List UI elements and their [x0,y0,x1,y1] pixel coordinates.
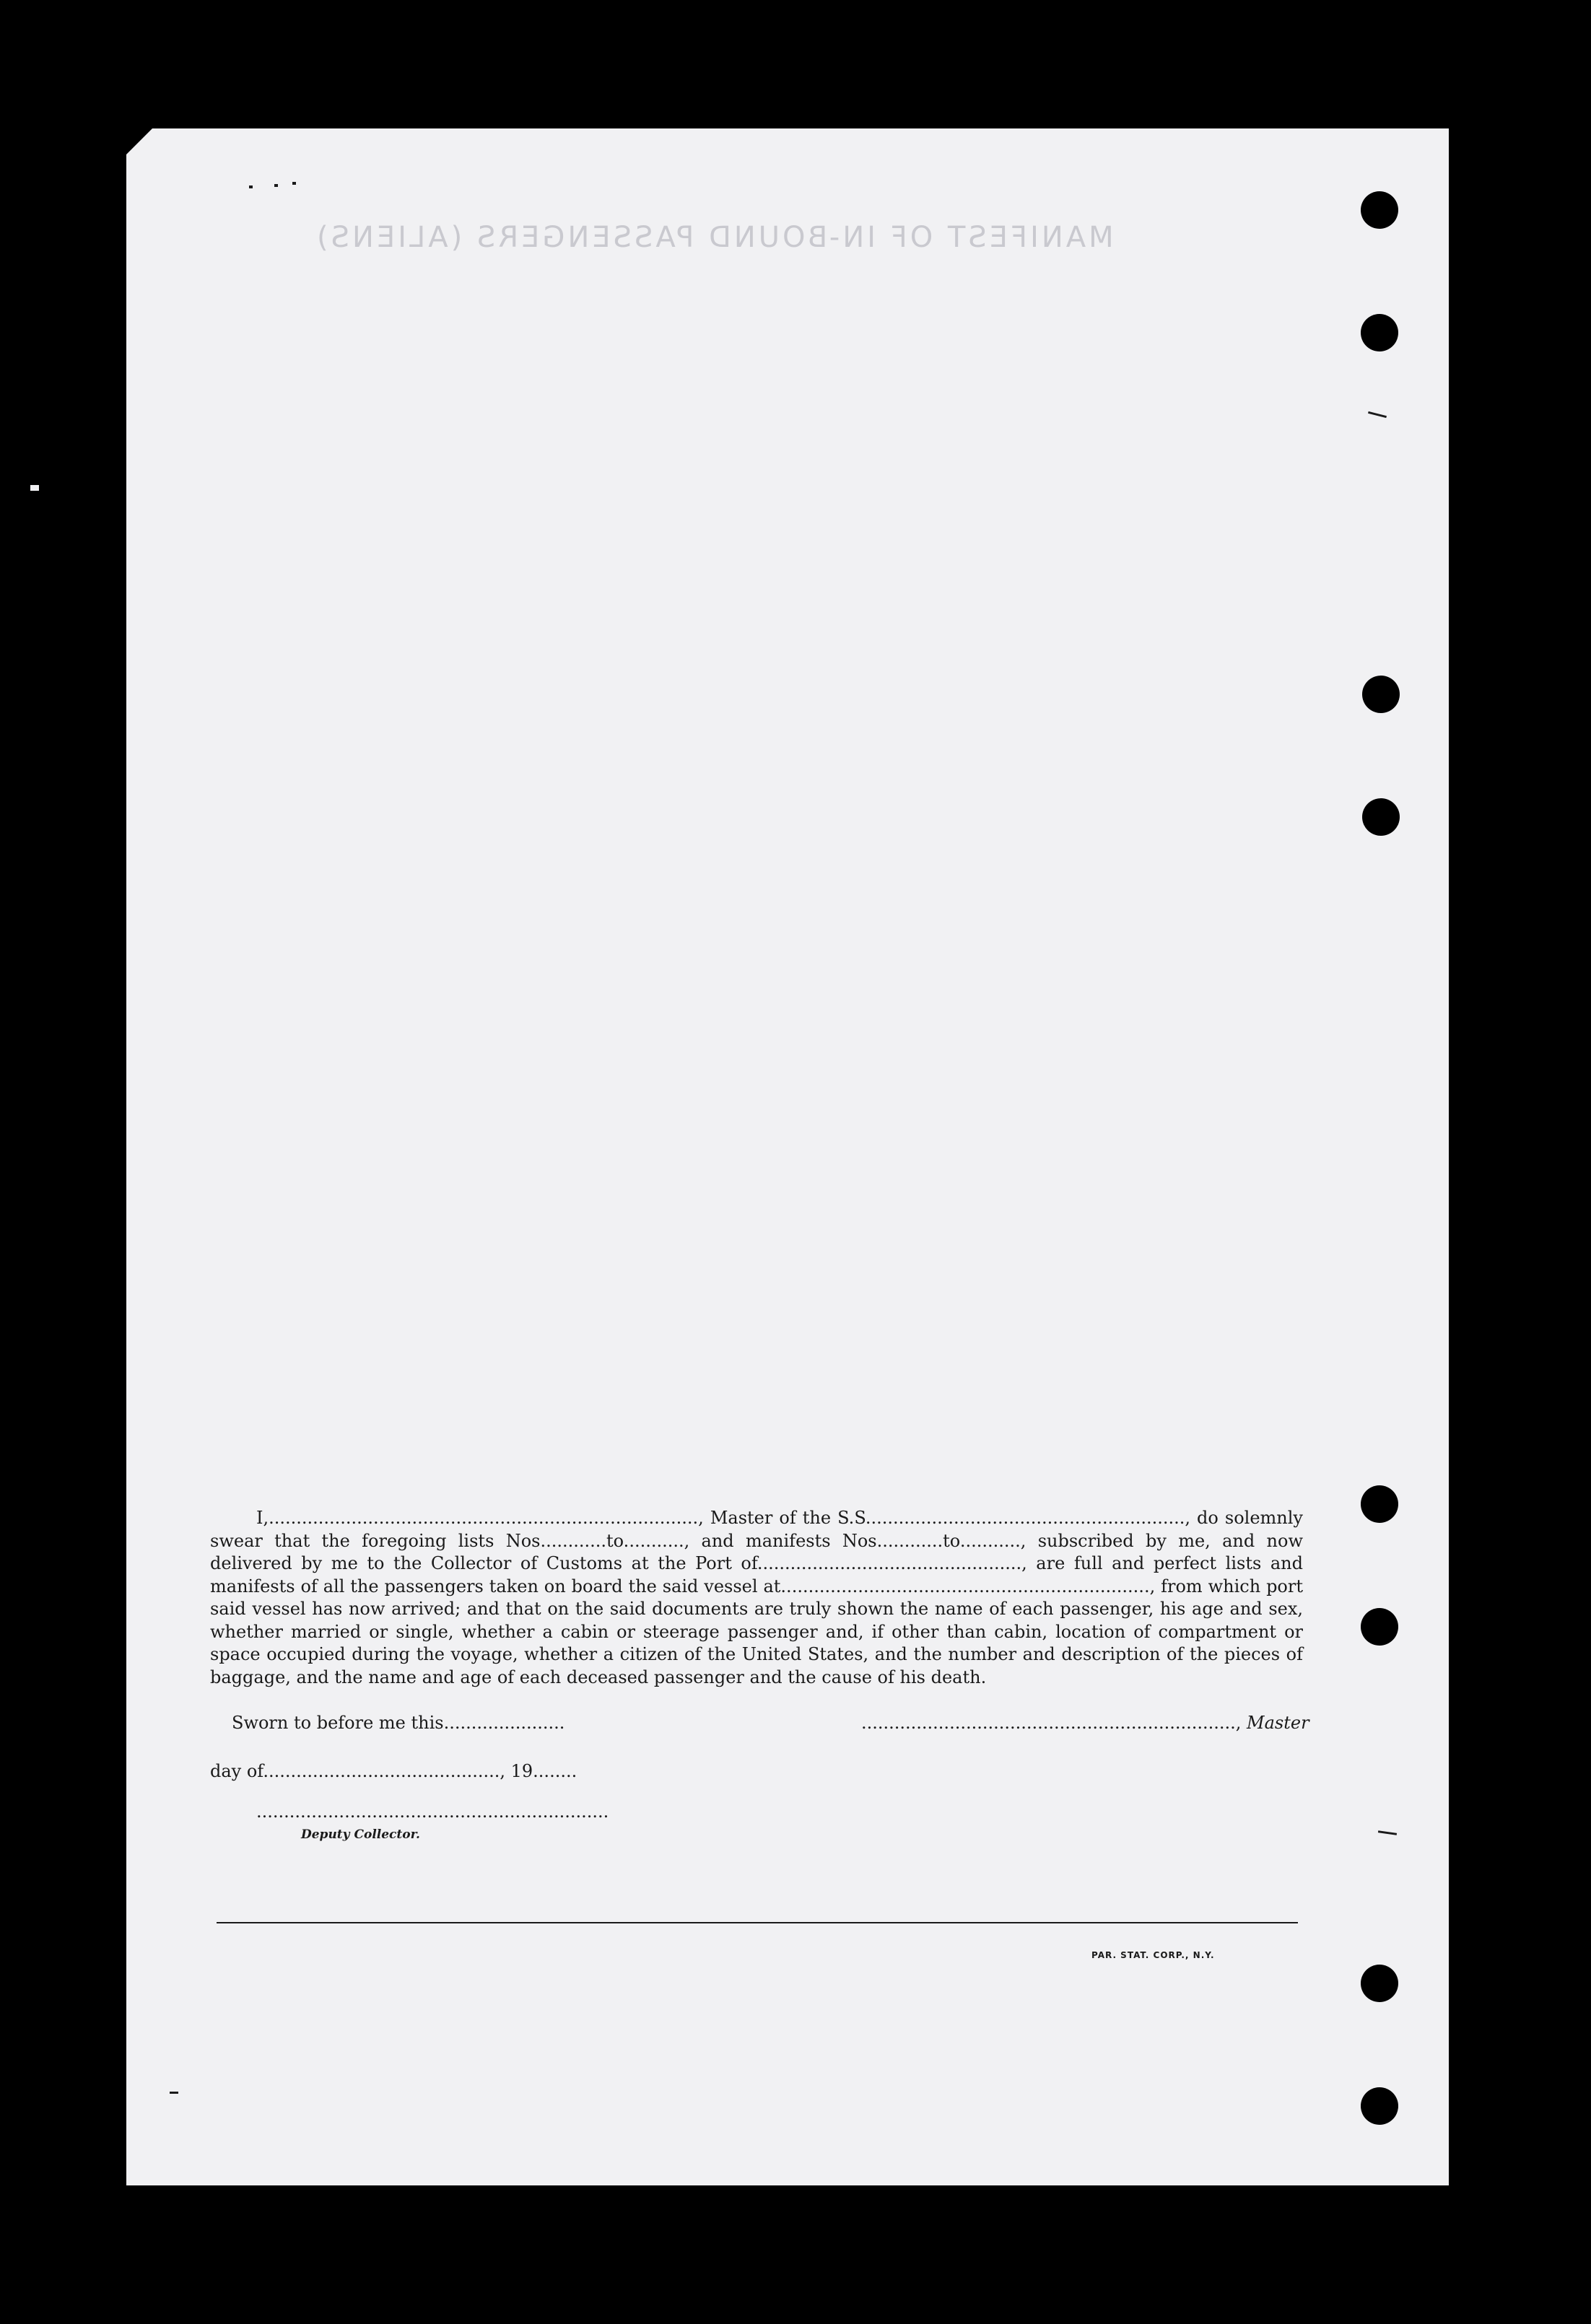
edge-mark [1378,1830,1397,1835]
oath-text: I,.............................................................................., Master of the S.S.........................................................., do solemnly swear that the foregoing lists Nos............to..........., and manifests Nos............to..........., subscribed by me, and now delivered by me to the Collector of Customs at the Port of................................................, are full and perfect lists and manifests of all the passengers taken on board the said vessel at..................................................................., from which port said vessel has now arrived; and that on the said documents are truly shown the name of each passenger, his age and sex, whether married or single, whether a cabin or steerage passenger and, if other than cabin, location of compartment or space occupied during the voyage, whether a citizen of the United States, and the number and description of the pieces of baggage, and the name and age of each deceased passenger and the cause of his death. [210,1508,1303,1687]
manifest-page [126,128,1449,2185]
punch-hole [1361,1608,1398,1646]
punch-hole [1362,798,1400,836]
punch-hole [1361,191,1398,229]
deputy-signature-line: ................................................................ [256,1801,609,1822]
deputy-collector-label: Deputy Collector. [301,1827,420,1842]
sworn-line: Sworn to before me this...................... [232,1713,565,1733]
horizontal-rule [217,1922,1298,1923]
master-label: Master [1247,1713,1309,1733]
bleed-through-header: MANIFEST OF IN-BOUND PASSENGERS (ALIENS) [314,221,1114,254]
speck-mark [249,185,253,188]
margin-speck [30,485,39,491]
edge-mark [170,2092,178,2094]
punch-hole [1362,676,1400,713]
printer-imprint: PAR. STAT. CORP., N.Y. [1091,1950,1215,1960]
speck-mark [274,184,278,187]
master-dots: ...................................................................., [861,1713,1247,1733]
edge-mark [1368,411,1387,418]
speck-mark [292,182,296,185]
folded-corner [126,128,152,154]
master-signature-line [861,1713,1309,1733]
margin-dash [166,1826,175,1828]
punch-hole [1361,314,1398,351]
punch-hole [1361,1485,1398,1523]
punch-hole [1361,2087,1398,2125]
day-of-line: day of..........................................., 19........ [210,1761,577,1781]
master-oath-paragraph [210,1507,1303,1689]
punch-hole [1361,1965,1398,2002]
